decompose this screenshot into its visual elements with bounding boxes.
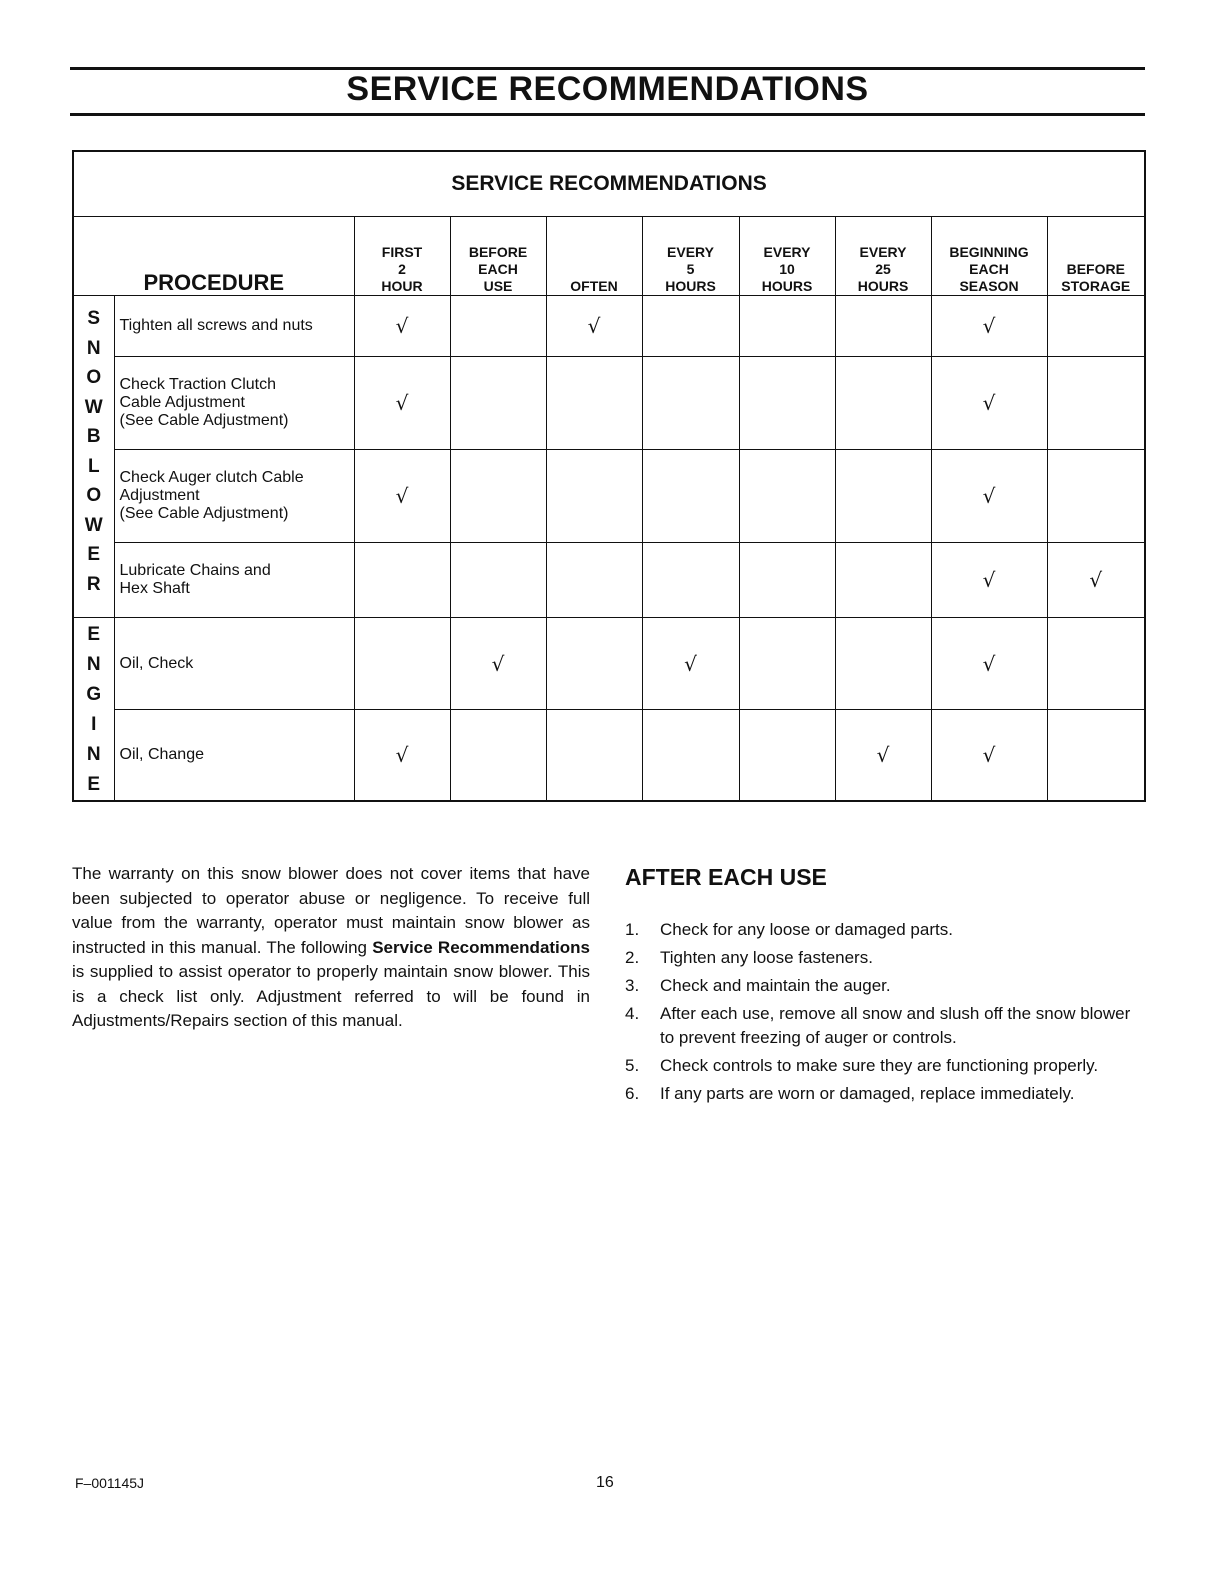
empty-cell <box>739 710 835 801</box>
empty-cell <box>835 296 931 357</box>
after-each-use-heading: AFTER EACH USE <box>625 864 827 890</box>
group-label-engine: E N G I N E <box>73 618 114 802</box>
empty-cell <box>546 618 642 710</box>
list-item: 5. Check controls to make sure they are functioning properly. <box>625 1056 1099 1075</box>
column-header: EVERY 10 HOURS <box>739 217 835 296</box>
check-mark-cell <box>931 710 1047 801</box>
empty-cell <box>642 450 739 543</box>
table-row <box>73 296 1145 357</box>
empty-cell <box>739 296 835 357</box>
check-mark-cell <box>354 296 450 357</box>
empty-cell <box>1047 296 1145 357</box>
check-mark-icon: √ <box>1089 568 1103 592</box>
after-each-use-list <box>625 918 1145 1110</box>
empty-cell <box>835 618 931 710</box>
check-mark-icon: √ <box>982 484 996 508</box>
check-mark-icon: √ <box>684 651 697 676</box>
procedure-cell: Check Traction Clutch Cable Adjustment (See Cable Adjustment) <box>114 357 354 450</box>
empty-cell <box>835 450 931 543</box>
empty-cell <box>739 357 835 450</box>
column-header: EVERY 25 HOURS <box>835 217 931 296</box>
list-item: 4. After each use, remove all snow and slush off the snow blower to prevent freezing of auger or controls. <box>625 1004 1131 1047</box>
check-mark-icon: √ <box>587 314 601 338</box>
empty-cell <box>450 543 546 618</box>
empty-cell <box>642 357 739 450</box>
empty-cell <box>450 710 546 801</box>
table-row <box>73 543 1145 618</box>
empty-cell <box>1047 357 1145 450</box>
empty-cell <box>546 357 642 450</box>
check-mark-cell <box>642 618 739 710</box>
page-number: 16 <box>596 1474 614 1491</box>
procedure-cell: Check Auger clutch Cable Adjustment (See Cable Adjustment) <box>114 450 354 543</box>
check-mark-cell <box>835 710 931 801</box>
check-mark-icon: √ <box>876 743 890 768</box>
check-mark-icon: √ <box>395 391 409 415</box>
empty-cell <box>1047 450 1145 543</box>
empty-cell <box>546 543 642 618</box>
check-mark-icon: √ <box>982 568 996 592</box>
check-mark-icon: √ <box>395 484 409 508</box>
check-mark-cell <box>931 357 1047 450</box>
check-mark-icon: √ <box>982 314 996 338</box>
check-mark-icon: √ <box>395 743 409 768</box>
list-item: 2. Tighten any loose fasteners. <box>625 948 873 967</box>
column-header: EVERY 5 HOURS <box>642 217 739 296</box>
procedure-header: PROCEDURE <box>73 217 354 296</box>
procedure-cell: Lubricate Chains and Hex Shaft <box>114 543 354 618</box>
empty-cell <box>1047 710 1145 801</box>
check-mark-icon: √ <box>395 314 409 338</box>
procedure-cell: Oil, Check <box>114 618 354 710</box>
check-mark-cell <box>450 618 546 710</box>
column-header: BEFORE EACH USE <box>450 217 546 296</box>
check-mark-cell <box>354 357 450 450</box>
table-caption: SERVICE RECOMMENDATIONS <box>73 151 1145 217</box>
column-header: OFTEN <box>546 217 642 296</box>
empty-cell <box>546 710 642 801</box>
empty-cell <box>450 357 546 450</box>
table-row <box>73 357 1145 450</box>
footer-code: F–001145J <box>75 1475 145 1491</box>
check-mark-cell <box>354 710 450 801</box>
check-mark-cell <box>931 618 1047 710</box>
service-recommendations-table <box>72 150 1146 802</box>
procedure-cell: Oil, Change <box>114 710 354 801</box>
empty-cell <box>546 450 642 543</box>
procedure-cell: Tighten all screws and nuts <box>114 296 354 357</box>
empty-cell <box>642 296 739 357</box>
empty-cell <box>450 296 546 357</box>
check-mark-icon: √ <box>491 651 505 676</box>
list-item: 6. If any parts are worn or damaged, replace immediately. <box>625 1084 1075 1103</box>
check-mark-cell <box>546 296 642 357</box>
table-row <box>73 710 1145 801</box>
empty-cell <box>354 618 450 710</box>
check-mark-cell <box>1047 543 1145 618</box>
warranty-paragraph: The warranty on this snow blower does not cover items that have been subjected to operator abuse or negligence. To receive full value from the warranty, operator must maintain snow blower as instructed in this manual. The following Service Recommendations is supplied to assist operator to properly maintain snow blower. This is a check list only. Adjustment referred to will be found in Adjustments/Repairs section of this manual. <box>72 864 591 1030</box>
check-mark-icon: √ <box>982 391 996 415</box>
empty-cell <box>835 357 931 450</box>
column-header: BEFORE STORAGE <box>1047 217 1145 296</box>
check-mark-cell <box>931 543 1047 618</box>
page-title: SERVICE RECOMMENDATIONS <box>346 70 869 108</box>
group-label-snowblower: S N O W B L O W E R <box>73 296 114 618</box>
empty-cell <box>642 710 739 801</box>
title-underline <box>70 113 1145 116</box>
column-header: BEGINNING EACH SEASON <box>931 217 1047 296</box>
empty-cell <box>450 450 546 543</box>
table-row <box>73 450 1145 543</box>
empty-cell <box>642 543 739 618</box>
check-mark-cell <box>931 450 1047 543</box>
empty-cell <box>739 618 835 710</box>
check-mark-cell <box>931 296 1047 357</box>
column-header: FIRST 2 HOUR <box>354 217 450 296</box>
empty-cell <box>1047 618 1145 710</box>
empty-cell <box>739 450 835 543</box>
check-mark-icon: √ <box>982 651 996 676</box>
empty-cell <box>835 543 931 618</box>
list-item: 1. Check for any loose or damaged parts. <box>625 920 953 939</box>
table-row <box>73 618 1145 710</box>
check-mark-icon: √ <box>982 743 996 768</box>
list-item: 3. Check and maintain the auger. <box>625 976 891 995</box>
check-mark-cell <box>354 450 450 543</box>
service-recommendations-emphasis: Service Recommendations <box>372 937 591 957</box>
empty-cell <box>354 543 450 618</box>
empty-cell <box>739 543 835 618</box>
